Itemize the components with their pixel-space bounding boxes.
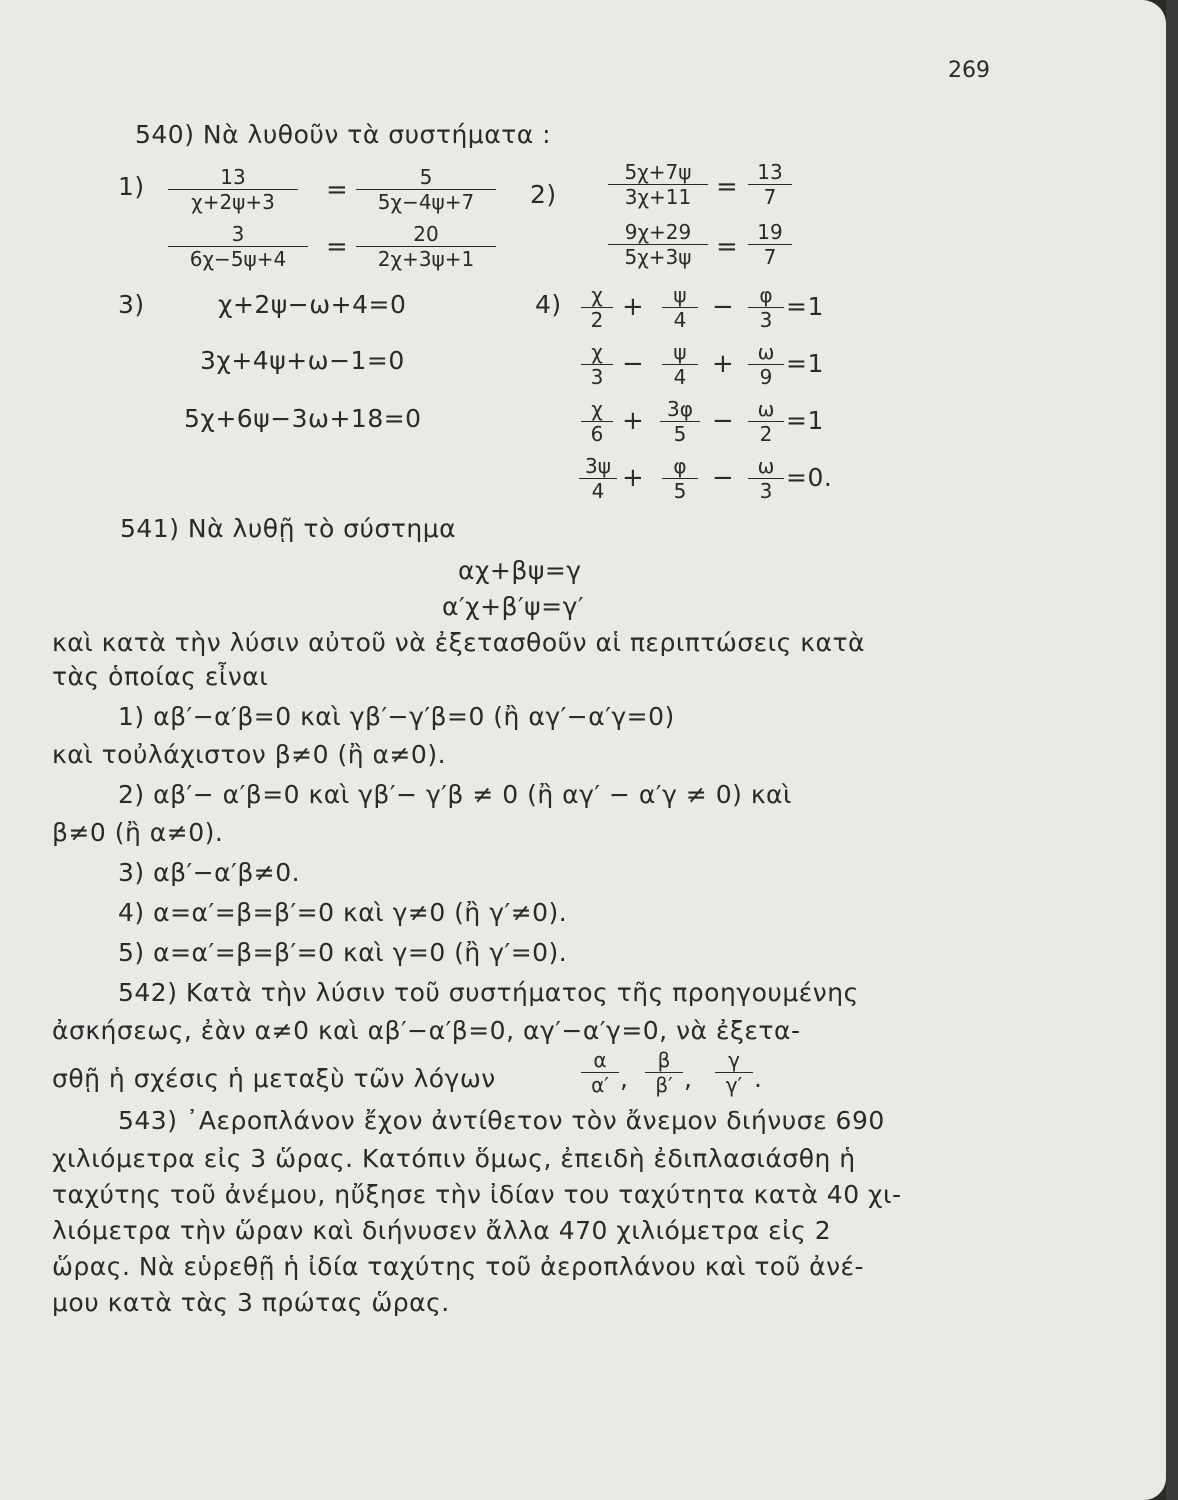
frac-denominator: 4 — [662, 307, 698, 332]
ex542-line3: σθῇ ἡ σχέσις ἡ μεταξὺ τῶν λόγων — [52, 1064, 496, 1093]
ex541-eq2: α′χ+β′ψ=γ′ — [442, 592, 585, 621]
ex543-line1: 543) ᾿Αεροπλάνον ἔχον ἀντίθετον τὸν ἄνεμον διήνυσε 690 — [118, 1106, 885, 1135]
rhs: =1 — [786, 292, 824, 321]
frac-denominator: 7 — [748, 244, 792, 269]
equals-sign: = — [326, 232, 348, 262]
frac-denominator: 3 — [581, 364, 613, 389]
frac-numerator: ω — [757, 340, 775, 364]
frac-denominator: 5χ−4ψ+7 — [356, 189, 496, 214]
ex540-s3-eq3: 5χ+6ψ−3ω+18=0 — [184, 404, 422, 433]
frac-denominator: γ′ — [715, 1072, 753, 1097]
frac-numerator: 3φ — [667, 397, 693, 421]
ex540-s4-r1-c — [748, 283, 784, 332]
ex540-s2-frac3 — [608, 220, 708, 269]
ex540-s1-frac4 — [356, 222, 496, 271]
operator: − — [712, 406, 734, 436]
page-number: 269 — [948, 58, 990, 83]
operator: − — [712, 463, 734, 493]
frac-denominator: 6χ−5ψ+4 — [168, 246, 308, 271]
frac-numerator: 19 — [757, 220, 783, 244]
frac-numerator: ω — [757, 397, 775, 421]
ex540-s4-r4-a — [580, 454, 616, 503]
ex542-end: . — [754, 1064, 763, 1093]
ex540-s2-frac1 — [608, 160, 708, 209]
ex541-line2: τὰς ὁποίας εἶναι — [52, 662, 269, 691]
frac-numerator: 5 — [419, 165, 433, 189]
ex542-sep2: , — [684, 1064, 693, 1093]
ex540-s4-r1-b — [662, 283, 698, 332]
ex540-s4-r3-c — [748, 397, 784, 446]
ex541-title: 541) Νὰ λυθῇ τὸ σύστημα — [120, 514, 457, 543]
frac-denominator: 2 — [581, 307, 613, 332]
frac-numerator: γ — [728, 1048, 740, 1072]
ex540-s1-frac1 — [168, 165, 298, 214]
frac-denominator: 2χ+3ψ+1 — [356, 246, 496, 271]
frac-numerator: ψ — [673, 283, 687, 307]
ex541-case4: 4) α=α′=β=β′=0 καὶ γ≠0 (ἢ γ′≠0). — [118, 898, 568, 927]
ex540-s4-r2-a — [582, 340, 612, 389]
ex543-line5: ὥρας. Νὰ εὑρεθῇ ἡ ἰδία ταχύτης τοῦ ἀεροπλάνου καὶ τοῦ ἀνέ- — [52, 1252, 865, 1281]
ex540-s4-r3-a — [582, 397, 612, 446]
frac-denominator: 5 — [660, 421, 700, 446]
frac-numerator: χ — [591, 340, 603, 364]
frac-numerator: 3ψ — [585, 454, 611, 478]
ex540-s2-label: 2) — [530, 180, 557, 209]
frac-numerator: ψ — [673, 340, 687, 364]
frac-denominator: 4 — [662, 364, 698, 389]
frac-denominator: 6 — [581, 421, 613, 446]
frac-numerator: 5χ+7ψ — [624, 160, 692, 184]
frac-denominator: 5 — [662, 478, 698, 503]
ex543-line3: ταχύτης τοῦ ἀνέμου, ηὔξησε τὴν ἰδίαν του ταχύτητα κατὰ 40 χι- — [52, 1180, 902, 1209]
ex540-s3-eq2: 3χ+4ψ+ω−1=0 — [200, 346, 405, 375]
ex543-line6: μου κατὰ τὰς 3 πρώτας ὥρας. — [52, 1288, 450, 1317]
frac-numerator: 13 — [220, 165, 246, 189]
frac-denominator: 5χ+3ψ — [608, 244, 708, 269]
ex543-line2: χιλιόμετρα εἰς 3 ὥρας. Κατόπιν ὅμως, ἐπειδὴ ἐδιπλασιάσθη ἡ — [52, 1144, 856, 1173]
frac-denominator: 3 — [748, 307, 784, 332]
ex541-eq1: αχ+βψ=γ — [458, 556, 582, 585]
ex540-s1-frac3 — [168, 222, 308, 271]
ex543-line4: λιόμετρα τὴν ὥραν καὶ διήνυσεν ἄλλα 470 χιλιόμετρα εἰς 2 — [52, 1216, 832, 1245]
ex541-case1b: καὶ τοὐλάχιστον β≠0 (ἢ α≠0). — [52, 740, 447, 769]
ex541-case1a: 1) αβ′−α′β=0 καὶ γβ′−γ′β=0 (ἢ αγ′−α′γ=0) — [118, 702, 675, 731]
ex542-ratio1 — [582, 1048, 618, 1097]
ex540-s3-eq1: χ+2ψ−ω+4=0 — [218, 290, 407, 319]
frac-numerator: χ — [591, 397, 603, 421]
frac-numerator: χ — [591, 283, 603, 307]
ex540-s3-label: 3) — [118, 290, 145, 319]
ex542-sep1: , — [620, 1064, 629, 1093]
frac-numerator: 20 — [413, 222, 439, 246]
equals-sign: = — [716, 232, 738, 262]
ex540-s4-r3-b — [660, 397, 700, 446]
ex540-s4-r2-c — [748, 340, 784, 389]
ex540-s4-r4-b — [662, 454, 698, 503]
frac-denominator: χ+2ψ+3 — [168, 189, 298, 214]
equals-sign: = — [326, 175, 348, 205]
operator: + — [622, 463, 644, 493]
operator: + — [622, 292, 644, 322]
rhs: =0. — [786, 463, 833, 492]
ex540-s4-r4-c — [748, 454, 784, 503]
ex541-line1: καὶ κατὰ τὴν λύσιν αὐτοῦ νὰ ἐξετασθοῦν αἱ περιπτώσεις κατὰ — [52, 628, 865, 657]
frac-denominator: 3 — [748, 478, 784, 503]
frac-denominator: 9 — [748, 364, 784, 389]
frac-numerator: 9χ+29 — [624, 220, 692, 244]
rhs: =1 — [786, 349, 824, 378]
frac-numerator: β — [657, 1048, 671, 1072]
operator: + — [622, 406, 644, 436]
ex540-s1-frac2 — [356, 165, 496, 214]
ex540-s1-label: 1) — [118, 172, 145, 201]
operator: − — [712, 292, 734, 322]
frac-numerator: 13 — [757, 160, 783, 184]
ex540-title: 540) Νὰ λυθοῦν τὰ συστήματα : — [135, 120, 552, 149]
frac-numerator: 3 — [231, 222, 245, 246]
operator: + — [712, 349, 734, 379]
frac-numerator: α — [593, 1048, 607, 1072]
page-edge-shadow — [1166, 0, 1178, 1500]
frac-numerator: φ — [759, 283, 773, 307]
equals-sign: = — [716, 172, 738, 202]
ex541-case2a: 2) αβ′− α′β=0 καὶ γβ′− γ′β ≠ 0 (ἢ αγ′ − α′γ ≠ 0) καὶ — [118, 780, 792, 809]
ex540-s4-r2-b — [662, 340, 698, 389]
frac-numerator: ω — [757, 454, 775, 478]
ex542-line1: 542) Κατὰ τὴν λύσιν τοῦ συστήματος τῆς προηγουμένης — [118, 978, 859, 1007]
frac-denominator: 4 — [579, 478, 617, 503]
frac-denominator: 2 — [748, 421, 784, 446]
ex541-case5: 5) α=α′=β=β′=0 καὶ γ=0 (ἢ γ′=0). — [118, 938, 568, 967]
frac-denominator: 3χ+11 — [608, 184, 708, 209]
frac-numerator: φ — [673, 454, 687, 478]
ex540-s2-frac2 — [748, 160, 792, 209]
operator: − — [622, 349, 644, 379]
rhs: =1 — [786, 406, 824, 435]
frac-denominator: β′ — [645, 1072, 683, 1097]
frac-denominator: 7 — [748, 184, 792, 209]
ex541-case2b: β≠0 (ἢ α≠0). — [52, 818, 224, 847]
ex540-s4-r1-a — [582, 283, 612, 332]
ex542-ratio3 — [716, 1048, 752, 1097]
frac-denominator: α′ — [581, 1072, 619, 1097]
ex542-ratio2 — [646, 1048, 682, 1097]
ex540-s4-label: 4) — [535, 290, 562, 319]
ex541-case3: 3) αβ′−α′β≠0. — [118, 858, 301, 887]
ex542-line2: ἀσκήσεως, ἐὰν α≠0 καὶ αβ′−α′β=0, αγ′−α′γ=0, νὰ ἐξετα- — [52, 1016, 801, 1045]
ex540-s2-frac4 — [748, 220, 792, 269]
